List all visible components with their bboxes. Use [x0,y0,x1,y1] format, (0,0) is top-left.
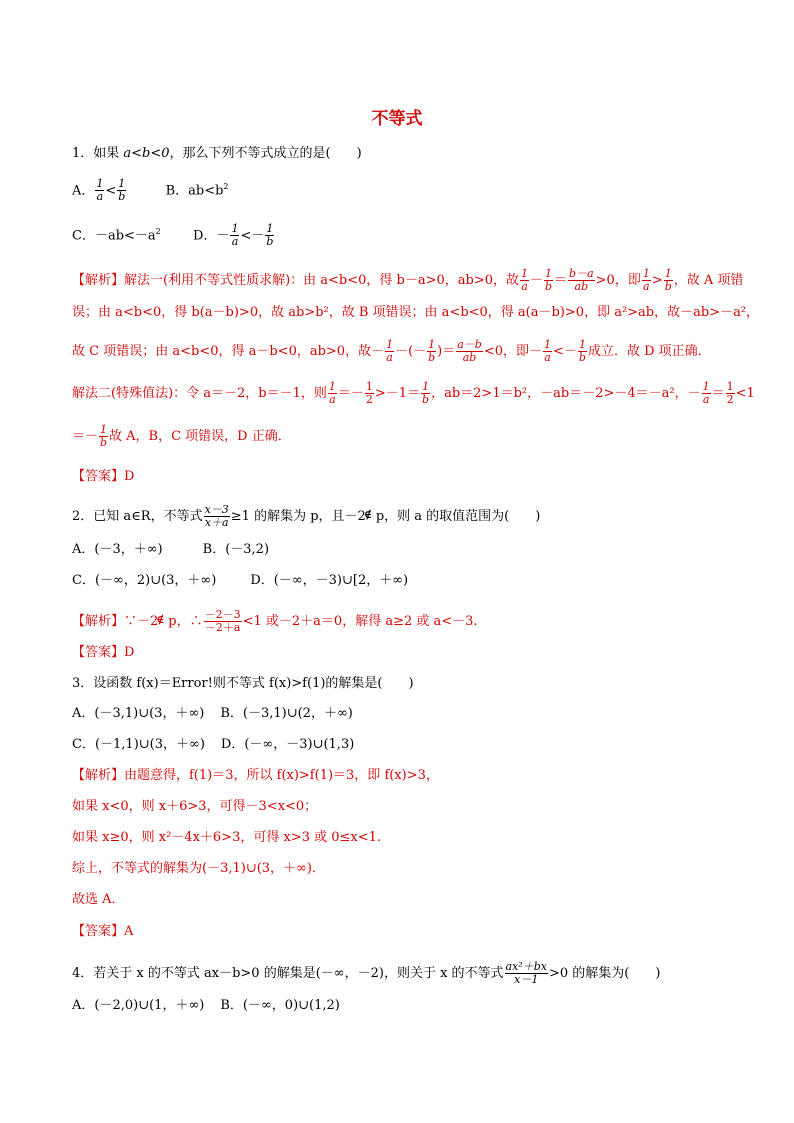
frac-den: b [266,235,274,249]
q2-options-cd [72,572,408,590]
q1-opt-d-frac1 [230,223,239,248]
frac-num: 1 [578,338,586,351]
q1-analysis-line5 [72,424,291,449]
fraction [385,339,394,364]
frac-num: 1 [328,380,336,393]
text: <0，即－ [483,344,543,359]
frac-num: 1 [386,338,394,351]
frac-num: 1 [544,338,552,351]
page-title: 不等式 [371,109,423,129]
fraction [427,339,436,364]
q1-opt-a-label: A． [72,183,95,199]
frac-den: a [96,190,104,204]
frac-num: 1 [702,380,710,393]
text: p，则 a 的取值范围为( ) [375,509,541,524]
text: <1 [735,386,755,401]
frac-den: a [544,351,551,364]
frac-den: ab [462,351,477,364]
fraction [204,504,230,529]
frac-den: b [545,280,553,293]
text: 【解析】∵－2 [72,614,159,629]
frac-den: b [99,436,108,449]
q3-answer: 【答案】A [72,924,134,939]
q1-opt-d-label: D．－ [193,228,230,244]
text: ＝－ [337,386,364,401]
q3-opt-a: A．(－3,1)∪(3，＋∞) [72,706,205,721]
q3-analysis-line5: 故选 A． [72,892,125,907]
frac-num: 1 [266,222,274,236]
q2-options-ab [72,541,269,559]
q1-stem-a: 1．如果 [72,146,124,161]
frac-num: 1 [726,380,734,393]
text: ＝ [711,386,725,401]
fraction [365,381,374,406]
frac-den: a [643,280,650,293]
fraction [568,268,595,293]
q1-stem-b: a<b<0 [123,146,170,161]
text: 成立．故 D 项正确． [587,344,711,359]
text: <1 或－2＋a＝0，解得 a≥2 或 a<－3. [242,614,478,629]
frac-den: b [422,393,430,406]
frac-num: 1 [545,267,553,280]
text: 故 C 项错误；由 a<b<0，得 a－b<0，ab>0，故－ [72,344,385,359]
q1-options-ab [72,178,229,203]
frac-num: b－a [569,267,594,280]
q1-analysis-line2: 误；由 a<b<0，得 b(a－b)>0，故 ab>b²，故 B 项错误；由 a<b<0，得 a(a－b)>0，即 a²>ab，故－ab>－a²， [72,305,760,320]
q1-analysis-line4 [72,381,755,406]
text: >0，即 [595,273,641,288]
q3-opt-c: C．(－1,1)∪(3，＋∞) [72,737,205,752]
frac-den: a [521,280,528,293]
frac-den: a [329,393,336,406]
frac-den: x－1 [514,973,539,986]
q3-stem: 3．设函数 f(x)＝Error!则不等式 f(x)>f(1)的解集是( ) [72,676,414,691]
q4-opt-b: B．(－∞，0)∪(1,2) [220,998,340,1013]
fraction [328,381,337,406]
text: <－ [553,344,577,359]
text: 4．若关于 x 的不等式 ax－b>0 的解集是(－∞，－2)，则关于 x 的不等式 [72,966,504,981]
text: 故 A，B，C 项错误，D 正确． [109,429,291,444]
q1-stem-c: ，那么下列不等式成立的是( ) [169,146,362,161]
text: ＝ [554,273,568,288]
frac-den: 2 [365,393,373,406]
frac-den: b [118,190,126,204]
q1-opt-b-sup: 2 [223,182,229,191]
frac-num: 1 [365,380,373,393]
q2-stem [72,504,540,529]
fraction [578,339,587,364]
fraction [642,268,651,293]
q1-opt-d-frac2 [265,223,274,248]
text: (－ [408,344,427,359]
q3-options-ab [72,705,353,723]
text: 【解析】解法一(利用不等式性质求解)：由 a<b<0，得 b－a>0，ab>0，故 [72,273,520,288]
q2-opt-d: D．(－∞，－3)∪[2，＋∞) [250,573,409,588]
q1-opt-a-lt: < [105,183,117,199]
frac-num: －2－3 [204,608,241,621]
frac-num: ax²＋bx [505,960,547,973]
q1-options-cd [72,223,275,248]
frac-num: 1 [231,222,239,236]
q2-answer: 【答案】D [72,645,135,660]
frac-den: ab [574,280,589,293]
q4-options-ab [72,997,340,1015]
q2-opt-c: C．(－∞，2)∪(3，＋∞) [72,573,217,588]
q1-analysis-line3 [72,339,711,364]
fraction [456,339,483,364]
text: >－1＝ [374,386,421,401]
q1-stem [72,145,362,163]
q1-opt-c: C．－ab<－a [72,228,156,244]
q3-analysis-line4: 综上，不等式的解集为(－3,1)∪(3，＋∞)． [72,861,325,876]
fraction [505,961,548,986]
frac-den: －2＋a [204,621,241,634]
frac-num: 1 [642,267,650,280]
frac-num: 1 [96,177,104,191]
text: ，故 A 项错 [673,273,744,288]
q3-opt-d: D．(－∞，－3)∪(1,3) [220,737,355,752]
q4-opt-a: A．(－2,0)∪(1，＋∞) [72,998,205,1013]
q1-opt-d-mid: <－ [240,228,265,244]
frac-den: a [702,393,710,406]
q2-opt-a: A．(－3，＋∞) [72,542,163,557]
text: 2．已知 a∈R，不等式 [72,509,203,524]
q4-stem [72,961,660,986]
fraction [544,268,553,293]
q1-opt-a-frac1 [95,178,104,203]
frac-den: b [664,280,672,293]
text: > [651,273,663,288]
fraction [664,268,673,293]
text: 解法二(特殊值法)：令 a＝－2，b＝－1，则 [72,386,327,401]
frac-den: b [578,351,586,364]
frac-den: a [231,235,239,249]
frac-num: 1 [521,267,529,280]
fraction [99,424,108,449]
q3-analysis-line2: 如果 x<0，则 x＋6>3，可得－3<x<0； [72,799,318,814]
q3-opt-b: B．(－3,1)∪(2，＋∞) [220,706,353,721]
fraction [702,381,711,406]
frac-den: 2 [726,393,734,406]
fraction [520,268,529,293]
frac-den: a [386,351,393,364]
frac-num: 1 [100,423,108,436]
q1-opt-b: B．ab<b [165,183,224,199]
q2-opt-b: B．(－3,2) [202,542,270,557]
text: p，∴ [168,614,203,629]
text: － [395,344,409,359]
text: － [530,273,544,288]
frac-den: b [428,351,436,364]
fraction [204,609,242,634]
q1-opt-a-frac2 [117,178,126,203]
fraction [543,339,552,364]
fraction [726,381,735,406]
text: ≥1 的解集为 p，且－2 [230,509,366,524]
q2-analysis [72,609,478,634]
q1-opt-c-sup: 2 [155,227,161,236]
frac-num: 1 [422,380,430,393]
frac-num: a－b [457,338,482,351]
frac-num: 1 [664,267,672,280]
fraction [421,381,430,406]
q1-answer: 【答案】D [72,469,135,484]
q1-analysis-line1 [72,268,743,293]
text: ，ab＝2>1＝b²，－ab＝－2>－4＝－a²，－ [431,386,701,401]
q3-options-cd [72,736,354,754]
text: >0 的解集为( ) [548,966,661,981]
q3-analysis-line3: 如果 x≥0，则 x²－4x＋6>3，可得 x>3 或 0≤x<1. [72,830,382,845]
q3-analysis-line1: 【解析】由题意得，f(1)＝3，所以 f(x)>f(1)＝3，即 f(x)>3， [72,768,439,783]
text: )＝ [437,344,456,359]
frac-num: 1 [118,177,126,191]
frac-num: x－3 [204,503,229,516]
text: ＝－ [72,429,99,444]
frac-num: 1 [428,338,436,351]
frac-den: x＋a [204,516,229,529]
